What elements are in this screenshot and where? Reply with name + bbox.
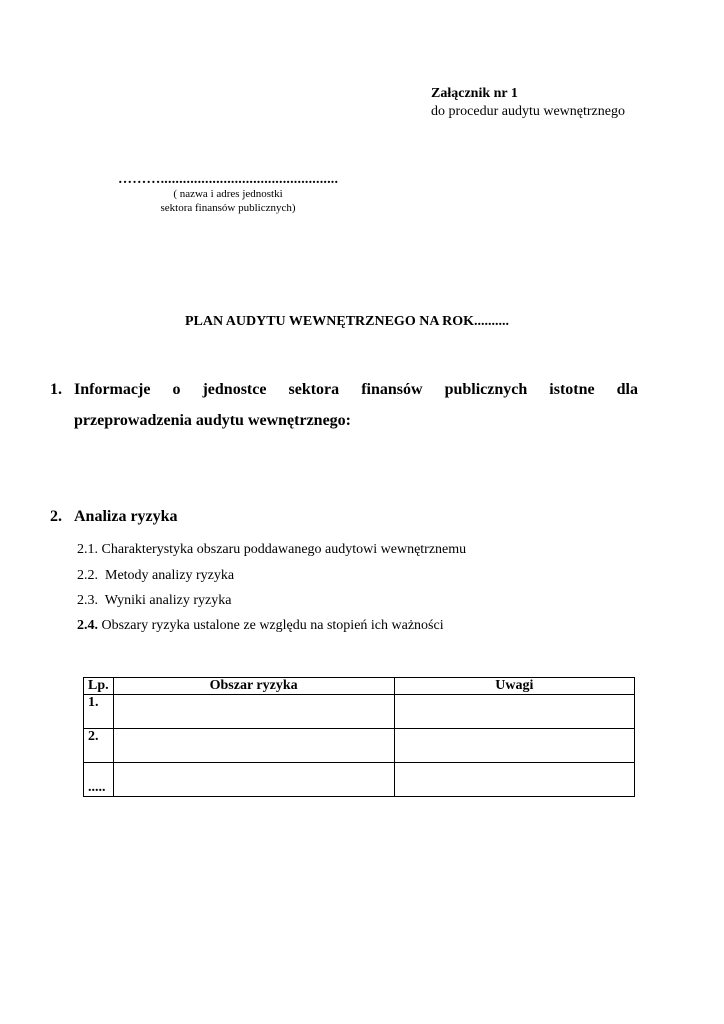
attachment-title: Załącznik nr 1 [431, 86, 518, 101]
risk-areas-table [83, 677, 635, 797]
subsection-text: Metody analizy ryzyka [105, 568, 235, 583]
unit-caption-line1: ( nazwa i adres jednostki [173, 188, 283, 200]
subsection-2-4 [77, 618, 444, 634]
row-risk-area[interactable] [113, 695, 394, 729]
plan-title: PLAN AUDYTU WEWNĘTRZNEGO NA ROK.......... [184, 314, 510, 329]
subsection-number: 2.4. [77, 618, 98, 633]
unit-name-placeholder: ………................................................ [118, 172, 339, 187]
section2-heading [50, 508, 178, 526]
subsection-number: 2.2. [77, 568, 98, 583]
section2-title: Analiza ryzyka [74, 508, 178, 525]
row-notes[interactable] [394, 695, 634, 729]
row-notes[interactable] [394, 729, 634, 763]
table-header-row [84, 678, 635, 695]
header-lp: Lp. [84, 678, 114, 695]
section2-number: 2. [50, 508, 62, 525]
subsection-number: 2.1. [77, 542, 98, 557]
row-notes[interactable] [394, 763, 634, 797]
subsection-text: Obszary ryzyka ustalone ze względu na stopień ich ważności [101, 618, 444, 633]
header-notes: Uwagi [394, 678, 634, 695]
header-risk-area: Obszar ryzyka [113, 678, 394, 695]
attachment-subtitle: do procedur audytu wewnętrznego [431, 104, 625, 119]
row-risk-area[interactable] [113, 729, 394, 763]
section1-number: 1. [50, 381, 62, 398]
row-lp: 1. [84, 695, 114, 729]
subsection-2-2 [77, 568, 234, 584]
subsection-number: 2.3. [77, 593, 98, 608]
row-risk-area[interactable] [113, 763, 394, 797]
table-row [84, 763, 635, 797]
section1-heading-line1: Informacje o jednostce sektora finansów publicznych istotne dla [74, 381, 638, 398]
unit-caption [118, 187, 338, 215]
subsection-text: Wyniki analizy ryzyka [104, 593, 232, 608]
row-lp: ..... [84, 763, 114, 797]
row-lp: 2. [84, 729, 114, 763]
table-row [84, 729, 635, 763]
section1-heading-line2: przeprowadzenia audytu wewnętrznego: [74, 412, 352, 429]
subsection-2-3 [77, 593, 231, 609]
subsection-2-1 [77, 542, 466, 558]
table-row [84, 695, 635, 729]
subsection-text: Charakterystyka obszaru poddawanego audytowi wewnętrznemu [101, 542, 467, 557]
unit-caption-line2: sektora finansów publicznych) [160, 202, 296, 214]
